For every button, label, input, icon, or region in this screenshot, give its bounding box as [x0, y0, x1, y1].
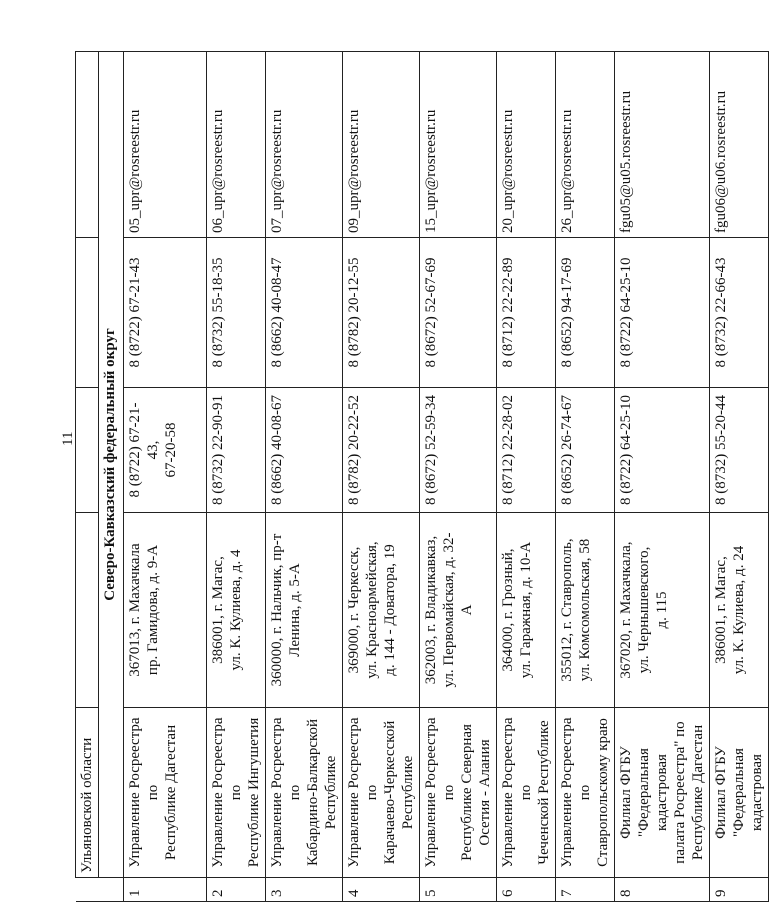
office-address-line: ул. К. Кулиева, д. 24 [731, 545, 747, 675]
office-address-line: ул. Комсомольская, 58 [577, 538, 593, 682]
office-fax [556, 238, 615, 388]
office-email-line: 26_upr@rosreestr.ru [559, 109, 575, 233]
office-address-line: 364000, г. Грозный, [500, 548, 516, 672]
office-address-line: ул. Гаражная, д. 10-А [518, 541, 534, 679]
office-name-line: Республике Северная [459, 724, 475, 861]
office-address-line: 386001, г. Магас, [210, 556, 226, 664]
office-email-line: fgu05@u05.rosreestr.ru [618, 90, 634, 233]
office-fax-line: 8 (8722) 64-25-10 [618, 257, 634, 368]
office-name-line: Республике Дагестан [163, 724, 179, 861]
office-address-line: Ленина, д. 5-А [287, 563, 303, 657]
office-row [497, 52, 556, 902]
office-address-line: 386001, г. Магас, [713, 556, 729, 664]
office-fax-line: 8 (8732) 55-18-35 [210, 257, 226, 368]
office-phone [124, 388, 207, 513]
row-number-line: 6 [500, 889, 516, 897]
office-email [343, 52, 420, 238]
office-phone-line: 8 (8652) 26-74-67 [559, 395, 575, 505]
blank-cell [76, 513, 99, 708]
office-email-line: 05_upr@rosreestr.ru [127, 109, 143, 233]
office-fax-line: 8 (8782) 20-12-55 [346, 257, 362, 368]
row-number [343, 878, 420, 902]
blank-cell [76, 388, 99, 513]
office-fax [710, 238, 769, 388]
row-number-line: 4 [346, 889, 362, 897]
office-fax [420, 238, 497, 388]
blank-cell [76, 238, 99, 388]
office-name [615, 708, 710, 878]
row-number-line: 2 [210, 889, 226, 897]
office-phone [497, 388, 556, 513]
office-email [497, 52, 556, 238]
office-name-line: Чеченской Республике [536, 720, 552, 865]
office-phone [420, 388, 497, 513]
office-phone-line: 8 (8782) 20-22-52 [346, 395, 362, 505]
office-row [207, 52, 266, 902]
row-number-line: 8 [618, 889, 634, 897]
office-address-line: 369000, г. Черкесск, [346, 546, 362, 674]
row-number [556, 878, 615, 902]
office-address-line: 362003, г. Владикавказ, [423, 535, 439, 685]
office-name-line: "Федеральная кадастровая [731, 748, 765, 837]
office-address [710, 513, 769, 708]
office-address-line: д. 144 - Доватора, 19 [382, 544, 398, 676]
office-row [710, 52, 769, 902]
office-email-line: 09_upr@rosreestr.ru [346, 109, 362, 233]
office-name-line: Управление Росреестра по [346, 717, 380, 868]
office-email [266, 52, 343, 238]
office-email [710, 52, 769, 238]
region-header-row [99, 52, 124, 902]
office-phone-line: 8 (8712) 22-28-02 [500, 395, 516, 505]
table-rotation-frame [75, 52, 765, 902]
office-address-line: ул. К. Кулиева, д. 4 [228, 549, 244, 671]
row-number [497, 878, 556, 902]
office-email [420, 52, 497, 238]
office-phone [556, 388, 615, 513]
office-address-line: 367020, г. Махачкала, [618, 541, 634, 679]
office-fax [497, 238, 556, 388]
office-address [556, 513, 615, 708]
office-name [420, 708, 497, 878]
rosreestr-offices-table [75, 51, 769, 902]
office-name-line: "Федеральная кадастровая [636, 748, 670, 837]
office-email-line: 06_upr@rosreestr.ru [210, 109, 226, 233]
blank-cell [76, 878, 99, 902]
page-number: 11 [60, 431, 76, 446]
office-address-line: ул. Красноармейская, [364, 541, 380, 679]
office-address-line: ул. Чернышевского, [636, 546, 652, 674]
office-address [497, 513, 556, 708]
office-name [710, 708, 769, 878]
office-row [266, 52, 343, 902]
previous-region-row [76, 52, 99, 902]
office-name-line: Кабардино-Балкарской [305, 718, 321, 867]
office-fax [124, 238, 207, 388]
office-phone [615, 388, 710, 513]
office-name [497, 708, 556, 878]
office-row [615, 52, 710, 902]
row-number-line: 7 [559, 889, 575, 897]
office-email [615, 52, 710, 238]
row-number [124, 878, 207, 902]
office-phone-line: 8 (8732) 55-20-44 [713, 395, 729, 505]
office-fax [207, 238, 266, 388]
office-name-line: Управление Росреестра по [210, 717, 244, 868]
office-phone-line: 8 (8662) 40-08-67 [269, 395, 285, 505]
office-phone [266, 388, 343, 513]
office-name-line: Осетия - Алания [477, 739, 493, 846]
office-address [266, 513, 343, 708]
office-name-line: Карачаево-Черкесской [382, 720, 398, 865]
office-address [343, 513, 420, 708]
office-address-line: ул. Первомайская, д. 32- [441, 532, 457, 688]
row-number [615, 878, 710, 902]
office-name-line: Управление Росреестра по [559, 717, 593, 868]
row-number [710, 878, 769, 902]
office-name-line: Управление Росреестра по [269, 717, 303, 868]
office-name-line: Ставропольскому краю [595, 718, 611, 867]
office-email [207, 52, 266, 238]
office-name [124, 708, 207, 878]
row-number-line: 1 [127, 889, 143, 897]
office-address-line: д. 115 [654, 591, 670, 629]
office-email-line: fgu06@u06.rosreestr.ru [713, 90, 729, 233]
office-name-line: Республике [323, 755, 339, 830]
office-row [556, 52, 615, 902]
office-fax [266, 238, 343, 388]
office-name-line: Филиал ФГБУ [618, 746, 634, 839]
office-name-line: Управление Росреестра по [500, 717, 534, 868]
office-email-line: 15_upr@rosreestr.ru [423, 109, 439, 233]
office-email [556, 52, 615, 238]
office-phone-line: 8 (8722) 64-25-10 [618, 395, 634, 505]
office-phone-line: 8 (8722) 67-21- [127, 402, 143, 498]
office-fax-line: 8 (8732) 22-66-43 [713, 257, 729, 368]
office-fax-line: 8 (8652) 94-17-69 [559, 257, 575, 368]
rotated-table-sheet [75, 52, 765, 902]
office-address [615, 513, 710, 708]
blank-cell [99, 878, 124, 902]
office-email [124, 52, 207, 238]
office-email-line: 20_upr@rosreestr.ru [500, 109, 516, 233]
office-address-line: 360000, г. Нальчик, пр-т [269, 533, 285, 687]
office-phone-line: 8 (8732) 22-90-91 [210, 395, 226, 505]
office-phone-line: 43, [145, 440, 161, 460]
office-phone-line: 8 (8672) 52-59-34 [423, 395, 439, 505]
office-name-line: Управление Росреестра по [127, 717, 161, 868]
office-address [420, 513, 497, 708]
office-fax-line: 8 (8712) 22-22-89 [500, 257, 516, 368]
office-name-line: палата Росреестра" по [672, 721, 688, 864]
office-phone [710, 388, 769, 513]
blank-cell [76, 52, 99, 238]
office-row [343, 52, 420, 902]
office-name [343, 708, 420, 878]
office-fax-line: 8 (8662) 40-08-47 [269, 257, 285, 368]
office-name-line: Филиал ФГБУ [713, 746, 729, 839]
region-title: Северо-Кавказский федеральный округ [99, 52, 124, 878]
office-name-line: Республике Ингушетия [246, 717, 262, 868]
office-name-line: Управление Росреестра по [423, 717, 457, 868]
office-name-line: Республике [400, 755, 416, 830]
office-row [124, 52, 207, 902]
office-phone [207, 388, 266, 513]
office-address-line: 367013, г. Махачкала [127, 543, 143, 677]
row-number-line: 5 [423, 889, 439, 897]
office-address-line: А [459, 604, 475, 616]
row-number [207, 878, 266, 902]
office-address-line: 355012, г. Ставрополь, [559, 538, 575, 682]
office-name [556, 708, 615, 878]
office-email-line: 07_upr@rosreestr.ru [269, 109, 285, 233]
row-number-line: 3 [269, 889, 285, 897]
office-name [266, 708, 343, 878]
office-fax [343, 238, 420, 388]
row-number-line: 9 [713, 889, 729, 897]
office-phone-line: 67-20-58 [163, 422, 179, 478]
office-address [124, 513, 207, 708]
office-fax-line: 8 (8672) 52-67-69 [423, 257, 439, 368]
row-number [266, 878, 343, 902]
office-phone [343, 388, 420, 513]
office-fax-line: 8 (8722) 67-21-43 [127, 257, 143, 368]
row-number [420, 878, 497, 902]
office-row [420, 52, 497, 902]
previous-region-tail: Ульяновской области [76, 708, 99, 878]
office-name [207, 708, 266, 878]
office-name-line: Республике Дагестан [690, 724, 706, 861]
office-address [207, 513, 266, 708]
office-fax [615, 238, 710, 388]
table-body [76, 52, 769, 902]
office-address-line: пр. Гамидова, д. 9-А [145, 544, 161, 676]
